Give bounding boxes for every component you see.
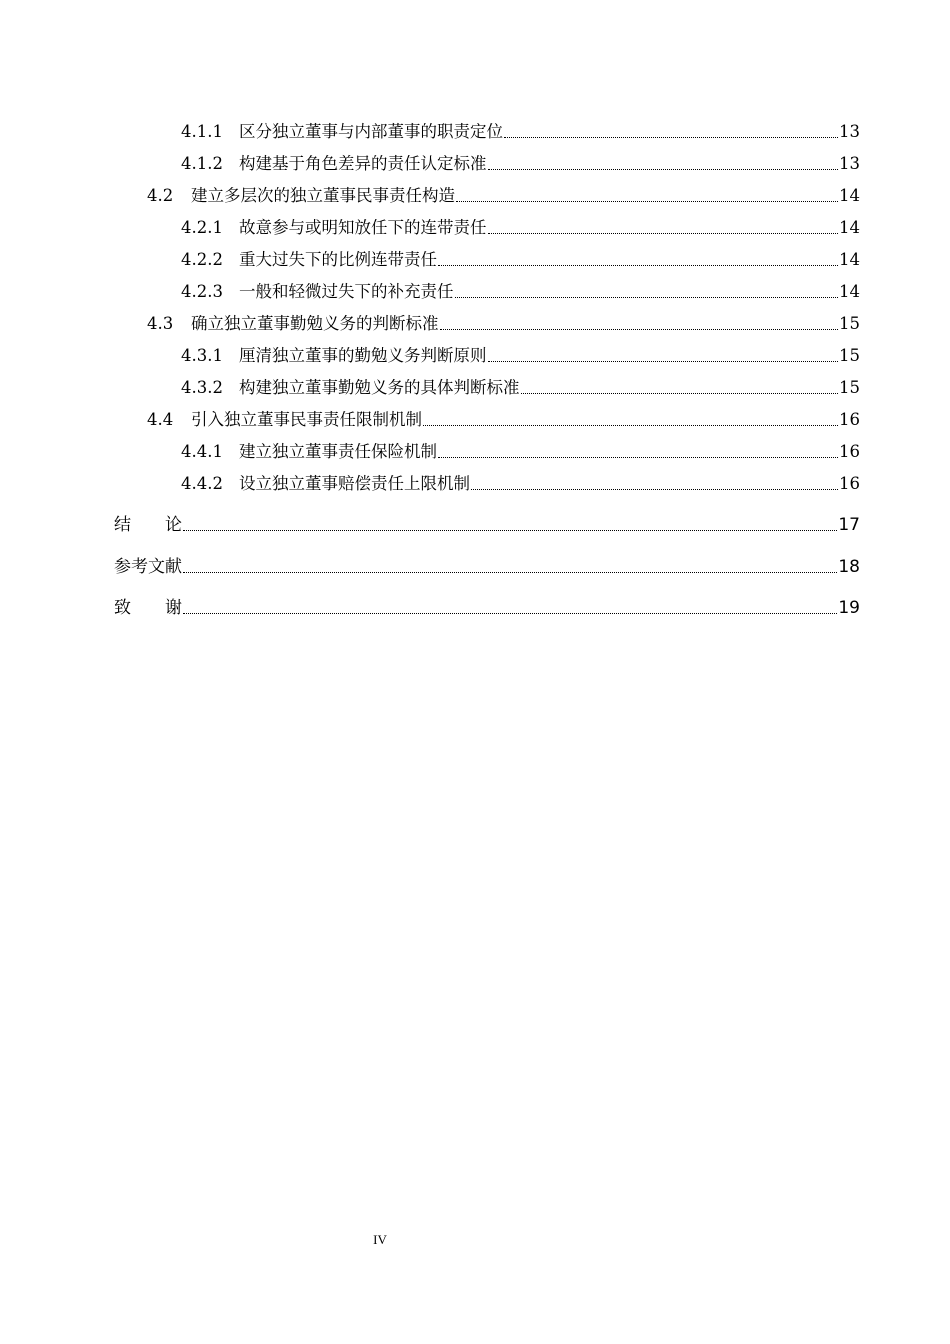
toc-leader-dots [456, 201, 838, 202]
toc-entry[interactable] [181, 250, 860, 270]
toc-leader-dots [521, 393, 839, 394]
toc-entry-title: 参考文献 [114, 557, 182, 577]
toc-entry-number: 4.2.2 [181, 250, 223, 269]
toc-leader-dots [183, 572, 837, 573]
toc-entry-title: 引入独立董事民事责任限制机制 [191, 410, 422, 429]
toc-leader-dots [504, 137, 838, 138]
toc-entry-number: 4.3 [147, 314, 174, 333]
toc-leader-dots [488, 361, 839, 362]
page-number: IV [373, 1232, 387, 1247]
toc-entry-number: 4.2 [147, 186, 174, 205]
toc-entry-number: 4.3.2 [181, 378, 223, 397]
toc-entry[interactable] [147, 410, 860, 430]
toc-entry-title: 确立独立董事勤勉义务的判断标准 [191, 314, 439, 333]
toc-leader-dots [488, 169, 839, 170]
toc-entry[interactable] [181, 154, 860, 174]
toc-entry-number: 4.3.1 [181, 346, 223, 365]
toc-entry-page: 18 [838, 557, 860, 577]
toc-entry-number: 4.4.2 [181, 474, 223, 493]
toc-entry[interactable] [181, 122, 860, 142]
toc-entry-title: 厘清独立董事的勤勉义务判断原则 [239, 346, 487, 365]
toc-leader-dots [438, 265, 838, 266]
toc-entry-number: 4.1.1 [181, 122, 223, 141]
toc-leader-dots [423, 425, 838, 426]
toc-entry-title: 重大过失下的比例连带责任 [239, 250, 437, 269]
toc-entry-number: 4.2.3 [181, 282, 223, 301]
toc-entry-title: 故意参与或明知放任下的连带责任 [239, 218, 487, 237]
toc-entry-page: 16 [839, 410, 860, 429]
toc-entry-number: 4.4.1 [181, 442, 223, 461]
toc-entry-page: 16 [839, 474, 860, 493]
toc-entry-title: 建立多层次的独立董事民事责任构造 [191, 186, 455, 205]
toc-entry-page: 13 [839, 154, 860, 173]
toc-entry-page: 14 [839, 186, 860, 205]
toc-entry[interactable] [181, 282, 860, 302]
toc-entry-number: 4.2.1 [181, 218, 223, 237]
toc-entry[interactable] [147, 186, 860, 206]
toc-leader-dots [488, 233, 839, 234]
toc-entry-page: 13 [839, 122, 860, 141]
toc-entry-page: 15 [839, 346, 860, 365]
toc-entry-title: 致 谢 [114, 598, 182, 618]
toc-leader-dots [183, 613, 837, 614]
toc-entry[interactable] [181, 378, 860, 398]
toc-entry[interactable] [181, 218, 860, 238]
toc-entry-title: 一般和轻微过失下的补充责任 [239, 282, 454, 301]
toc-entry-acknowledgements[interactable] [114, 598, 860, 618]
toc-entry-page: 14 [839, 218, 860, 237]
toc-entry-title: 区分独立董事与内部董事的职责定位 [239, 122, 503, 141]
toc-entry-title: 建立独立董事责任保险机制 [239, 442, 437, 461]
toc-entry-page: 14 [839, 282, 860, 301]
toc-leader-dots [455, 297, 839, 298]
toc-entry[interactable] [147, 314, 860, 334]
toc-entry[interactable] [181, 346, 860, 366]
toc-entry-page: 15 [839, 378, 860, 397]
toc-entry-page: 19 [838, 598, 860, 618]
toc-entry-page: 17 [838, 515, 860, 535]
toc-leader-dots [440, 329, 839, 330]
toc-entry-title: 设立独立董事赔偿责任上限机制 [239, 474, 470, 493]
toc-entry-references[interactable] [114, 557, 860, 577]
toc-leader-dots [438, 457, 838, 458]
toc-leader-dots [183, 530, 837, 531]
toc-entry-title: 结 论 [114, 515, 182, 535]
toc-entry-number: 4.4 [147, 410, 174, 429]
toc-leader-dots [471, 489, 838, 490]
toc-entry-page: 15 [839, 314, 860, 333]
toc-entry[interactable] [181, 474, 860, 494]
toc-entry-page: 16 [839, 442, 860, 461]
toc-entry-title: 构建独立董事勤勉义务的具体判断标准 [239, 378, 520, 397]
toc-entry-page: 14 [839, 250, 860, 269]
toc-entry-number: 4.1.2 [181, 154, 223, 173]
toc-entry-conclusion[interactable] [114, 515, 860, 535]
toc-entry-title: 构建基于角色差异的责任认定标准 [239, 154, 487, 173]
toc-entry[interactable] [181, 442, 860, 462]
